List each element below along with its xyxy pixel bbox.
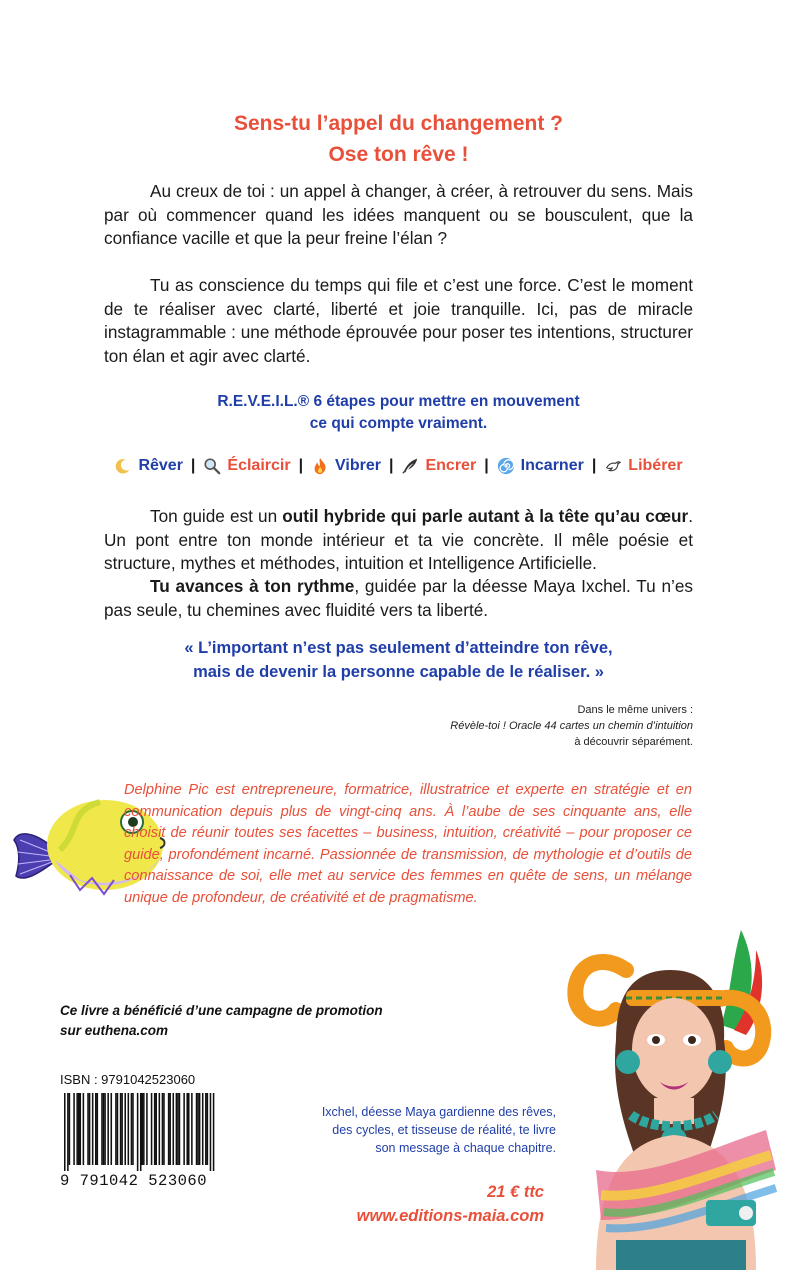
barcode-bar (120, 1093, 122, 1165)
intro-paragraph: Au creux de toi : un appel à changer, à créer, à retrouver du sens. Mais par où commencer quand les idées manquent ou se bousculent, que la confiance vacille et que la peur freine l’élan ? (104, 181, 693, 249)
barcode-bar (137, 1093, 139, 1171)
barcode-bar (146, 1093, 148, 1165)
barcode-bar (177, 1093, 179, 1165)
barcode (60, 1093, 220, 1171)
step-eclaircir (203, 457, 290, 475)
step-separator: | (389, 457, 394, 474)
promo-line1: Ce livre a bénéficié d’une campagne de promotion (60, 1003, 383, 1018)
quote-line1: « L’important n’est pas seulement d’atteindre ton rêve, (184, 639, 613, 657)
univers-line2: Révèle-toi ! Oracle 44 cartes un chemin d’intuition (450, 720, 693, 732)
quote (0, 636, 797, 684)
headline (0, 108, 797, 170)
dove-icon (604, 457, 622, 475)
rhythm-text-bold: Tu avances à ton rythme (150, 576, 355, 596)
isbn-label: ISBN : 9791042523060 (60, 1072, 196, 1087)
step-encrer (401, 457, 476, 475)
website-link[interactable]: www.editions-maia.com (356, 1207, 544, 1225)
step-label: Libérer (628, 457, 683, 474)
barcode-bar (111, 1093, 113, 1165)
rhythm-paragraph (104, 575, 693, 622)
spiral-icon (497, 457, 515, 475)
barcode-bar (155, 1093, 157, 1165)
promo-line2: sur euthena.com (60, 1023, 169, 1038)
barcode-bar (142, 1093, 144, 1165)
barcode-bar (69, 1093, 71, 1165)
barcode-number: 9 791042 523060 (60, 1172, 208, 1190)
univers-line1: Dans le même univers : (577, 704, 693, 716)
barcode-bar (196, 1093, 198, 1165)
step-vibrer (311, 457, 381, 475)
barcode-bar (197, 1093, 199, 1165)
step-separator: | (190, 457, 196, 474)
step-rever (114, 457, 182, 475)
moon-icon (114, 457, 132, 475)
barcode-bar (128, 1093, 130, 1165)
barcode-bar (121, 1093, 123, 1165)
method-line2: ce qui compte vraiment. (309, 415, 488, 432)
barcode-bar (115, 1093, 117, 1165)
barcode-bar (87, 1093, 89, 1165)
barcode-bar (169, 1093, 171, 1165)
barcode-bar (89, 1093, 91, 1165)
guide-text-bold: outil hybride qui parle autant à la tête qu’au cœur (282, 506, 689, 526)
barcode-bar (83, 1093, 85, 1165)
barcode-bar (159, 1093, 161, 1165)
barcode-bar (176, 1093, 178, 1165)
barcode-bar (64, 1093, 66, 1171)
barcode-bar (92, 1093, 94, 1165)
ixchel-caption (293, 1103, 556, 1157)
time-paragraph: Tu as conscience du temps qui file et c’est une force. C’est le moment de te réaliser avec clarté, liberté et joie tranquille. Ici, pas de miracle instagrammable : une méthode éprouvée pour poser tes intentions, structurer ton élan et agir avec clarté. (104, 275, 693, 366)
barcode-bar (80, 1093, 82, 1165)
barcode-bar (104, 1093, 106, 1165)
step-label: Éclaircir (227, 457, 291, 474)
headline-line1: Sens-tu l’appel du changement ? (233, 112, 564, 135)
barcode-bar (101, 1093, 103, 1165)
step-separator: | (484, 457, 489, 474)
price-block (300, 1180, 544, 1228)
barcode-bar (124, 1093, 126, 1165)
barcode-bar (183, 1093, 185, 1165)
barcode-bar (132, 1093, 134, 1165)
barcode-bar (76, 1093, 78, 1165)
barcode-bar (97, 1093, 99, 1165)
univers-line3: à découvrir séparément. (574, 736, 693, 748)
barcode-bar (202, 1093, 204, 1165)
guide-paragraph (104, 505, 693, 576)
step-label: Incarner (520, 457, 584, 474)
barcode-bar (199, 1093, 201, 1165)
headline-line2: Ose ton rêve ! (328, 143, 469, 166)
barcode-bar (131, 1093, 133, 1165)
barcode-bar (163, 1093, 165, 1165)
quill-icon (401, 457, 419, 475)
barcode-bar (168, 1093, 170, 1165)
ixchel-line2: des cycles, et tisseuse de réalité, te livre (332, 1123, 556, 1137)
barcode-bar (143, 1093, 145, 1165)
guide-text-c: . Un pont entre ton monde intérieur et ta vie concrète. Il mêle poésie et structure, mythes et méthodes, intuition et Intelligence Artificielle. (104, 506, 693, 574)
barcode-bar (173, 1093, 175, 1165)
method-line1: R.E.V.E.I.L.® 6 étapes pour mettre en mouvement (217, 393, 580, 410)
quote-line2: mais de devenir la personne capable de le réaliser. » (193, 663, 604, 681)
barcode-bar (154, 1093, 156, 1165)
step-incarner (497, 457, 584, 475)
step-label: Rêver (138, 457, 183, 474)
barcode-bar (186, 1093, 188, 1165)
barcode-bar (191, 1093, 193, 1165)
step-label: Vibrer (335, 457, 381, 474)
ixchel-illustration (556, 930, 786, 1270)
barcode-bar (207, 1093, 209, 1165)
ixchel-line3: son message à chaque chapitre. (375, 1141, 556, 1155)
guide-text-a: Ton guide est un (150, 506, 283, 526)
price: 21 € ttc (487, 1183, 544, 1201)
barcode-bar (179, 1093, 181, 1165)
promotion-note (60, 1001, 440, 1041)
steps-row (0, 457, 797, 475)
ixchel-line1: Ixchel, déesse Maya gardienne des rêves, (321, 1105, 556, 1119)
barcode-bar (103, 1093, 105, 1165)
barcode-bar (213, 1093, 215, 1171)
step-label: Encrer (425, 457, 477, 474)
barcode-bar (73, 1093, 75, 1165)
barcode-bar (151, 1093, 153, 1165)
barcode-bar (140, 1093, 142, 1171)
barcode-bar (205, 1093, 207, 1165)
barcode-bar (78, 1093, 80, 1165)
barcode-bar (95, 1093, 97, 1165)
flame-icon (311, 457, 329, 475)
magnifier-icon (203, 457, 221, 475)
barcode-bar (107, 1093, 109, 1165)
barcode-bar (67, 1093, 69, 1171)
barcode-bar (210, 1093, 212, 1171)
method-heading (0, 391, 797, 435)
barcode-bar (162, 1093, 164, 1165)
author-bio: Delphine Pic est entrepreneure, formatrice, illustratrice et experte en stratégie et en communication depuis plus de vingt-cinq ans. À l’aube de ses cinquante ans, elle choisit de réunir toutes ses facettes – business, intuition, créativité – pour proposer ce guide, profondément incarné. Passionnée de transmission, de mythologie et d’outils de connaissance de soi, elle met au service des femmes en quête de sens, un mélange unique de profondeur, de créativité et de pragmatisme. (124, 782, 692, 906)
rhythm-text: , guidée par la déesse Maya Ixchel. Tu n’es pas seule, tu chemines avec fluidité vers ta liberté. (104, 576, 694, 620)
step-separator: | (298, 457, 304, 474)
step-separator: | (591, 457, 597, 474)
barcode-bar (117, 1093, 119, 1165)
barcode-bar (188, 1093, 190, 1165)
step-liberer (604, 457, 682, 475)
same-universe-note (393, 702, 693, 750)
